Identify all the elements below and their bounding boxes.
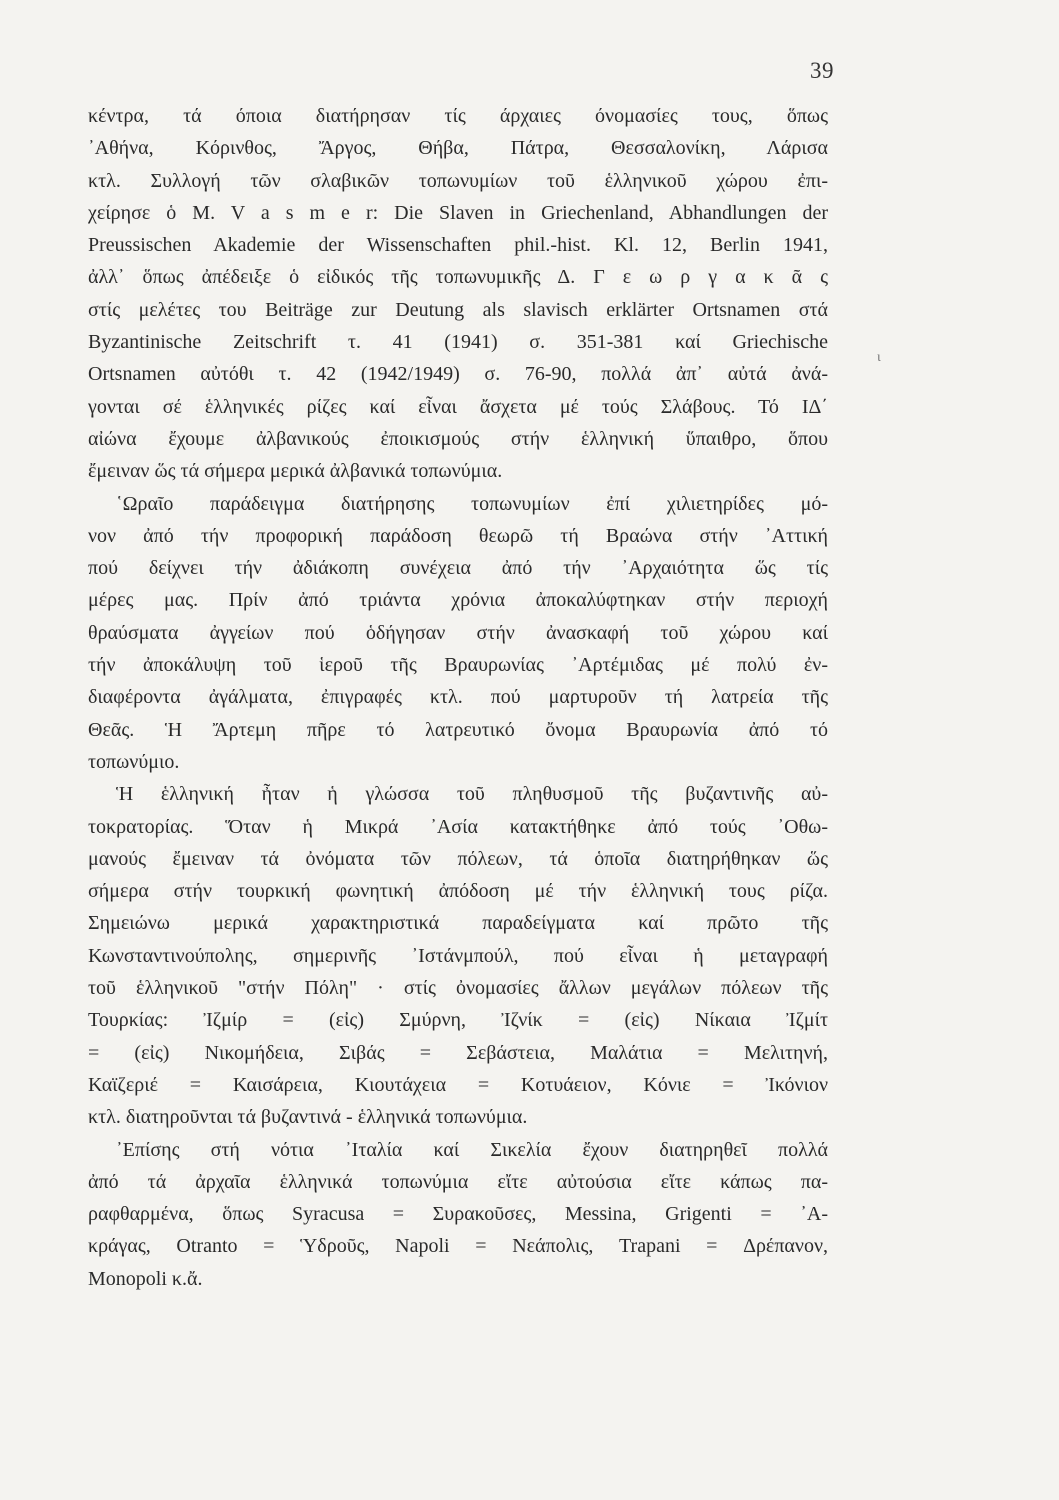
text-line: κτλ. διατηροῦνται τά βυζαντινά - ἑλληνικά τοπωνύμια. (88, 1106, 528, 1129)
text-line: πού δείχνει τήν ἀδιάκοπη συνέχεια ἀπό τήν ᾿Αρχαιότητα ὥς τίς (88, 557, 828, 580)
text-line: ραφθαρμένα, ὅπως Syracusa = Συρακοῦσες, Messina, Grigenti = ᾿Α- (88, 1203, 828, 1226)
text-line: Κωνσταντινούπολης, σημερινῆς ᾿Ιστάνμπούλ, πού εἶναι ἡ μεταγραφή (88, 944, 828, 967)
text-line: θραύσματα ἀγγείων πού ὁδήγησαν στήν ἀνασκαφή τοῦ χώρου καί (88, 621, 828, 644)
text-line: ῾Ωραῖο παράδειγμα διατήρησης τοπωνυμίων ἐπί χιλιετηρίδες μό- (116, 492, 828, 515)
text-line: διαφέροντα ἀγάλματα, ἐπιγραφές κτλ. πού μαρτυροῦν τή λατρεία τῆς (88, 686, 828, 709)
margin-mark: ι (877, 350, 881, 365)
text-line: νον ἀπό τήν προφορική παράδοση θεωρῶ τή Βραώνα στήν ᾿Αττική (88, 524, 828, 547)
text-line: Σημειώνω μερικά χαρακτηριστικά παραδείγματα καί πρῶτο τῆς (88, 912, 828, 935)
text-line: μανούς ἔμειναν τά ὀνόματα τῶν πόλεων, τά ὁποῖα διατηρήθηκαν ὥς (88, 847, 828, 870)
text-line: Byzantinische Zeitschrift τ. 41 (1941) σ. 351-381 καί Griechische (88, 331, 828, 354)
page-number: 39 (810, 58, 834, 83)
text-line: Monopoli κ.ἄ. (88, 1267, 203, 1290)
text-line: Preussischen Akademie der Wissenschaften phil.-hist. Kl. 12, Berlin 1941, (88, 234, 828, 257)
text-line: ᾿Αθήνα, Κόρινθος, Ἄργος, Θήβα, Πάτρα, Θεσσαλονίκη, Λάρισα (88, 137, 828, 160)
text-line: ἔμειναν ὥς τά σήμερα μερικά ἀλβανικά τοπωνύμια. (88, 460, 503, 483)
text-line: τοῦ ἑλληνικοῦ "στήν Πόλη" · στίς ὀνομασίες ἄλλων μεγάλων πόλεων τῆς (88, 977, 828, 1000)
paragraph-3 (88, 778, 828, 1133)
text-line: ἀπό τά ἀρχαῖα ἑλληνικά τοπωνύμια εἴτε αὐτούσια εἴτε κάπως πα- (88, 1170, 828, 1193)
text-line: κτλ. Συλλογή τῶν σλαβικῶν τοπωνυμίων τοῦ ἑλληνικοῦ χώρου ἐπι- (88, 169, 828, 192)
text-line: ᾿Επίσης στή νότια ᾿Ιταλία καί Σικελία ἔχουν διατηρηθεῖ πολλά (116, 1138, 828, 1161)
paragraph-2 (88, 488, 828, 779)
text-line: χείρησε ὁ M. V a s m e r: Die Slaven in Griechenland, Abhandlungen der (88, 201, 828, 224)
text-line: Καϊζεριέ = Καισάρεια, Κιουτάχεια = Κοτυάειον, Κόνιε = Ἰκόνιον (88, 1073, 828, 1096)
text-line: τοπωνύμιο. (88, 750, 180, 773)
text-line: ἀλλ᾿ ὅπως ἀπέδειξε ὁ εἰδικός τῆς τοπωνυμικῆς Δ. Γ ε ω ρ γ α κ ᾶ ς (88, 266, 828, 289)
text-line: Ortsnamen αὐτόθι τ. 42 (1942/1949) σ. 76-90, πολλά ἀπ᾿ αὐτά ἀνά- (88, 363, 828, 386)
text-line: μέρες μας. Πρίν ἀπό τριάντα χρόνια ἀποκαλύφτηκαν στήν περιοχή (88, 589, 828, 612)
body-text (88, 100, 828, 1295)
paragraph-1 (88, 100, 828, 488)
text-line: Θεᾶς. Ἡ Ἄρτεμη πῆρε τό λατρευτικό ὄνομα Βραυρωνία ἀπό τό (88, 718, 828, 741)
paragraph-4 (88, 1134, 828, 1295)
text-line: Τουρκίας: Ἰζμίρ = (εἰς) Σμύρνη, Ἰζνίκ = (εἰς) Νίκαια Ἰζμίτ (88, 1009, 828, 1032)
text-line: Ἡ ἑλληνική ἦταν ἡ γλώσσα τοῦ πληθυσμοῦ τῆς βυζαντινῆς αὐ- (116, 783, 828, 806)
text-line: κράγας, Otranto = Ὑδροῦς, Napoli = Νεάπολις, Trapani = Δρέπανον, (88, 1235, 828, 1258)
text-line: στίς μελέτες του Beiträge zur Deutung als slavisch erklärter Ortsnamen στά (88, 298, 828, 321)
text-line: σήμερα στήν τουρκική φωνητική ἀπόδοση μέ τήν ἑλληνική τους ρίζα. (88, 880, 828, 903)
text-line: = (εἰς) Νικομήδεια, Σιβάς = Σεβάστεια, Μαλάτια = Μελιτηνή, (88, 1041, 828, 1064)
text-line: κέντρα, τά όποια διατήρησαν τίς άρχαιες όνομασίες τους, ὅπως (88, 105, 828, 127)
text-line: αἰώνα ἔχουμε ἀλβανικούς ἐποικισμούς στήν ἑλληνική ὕπαιθρο, ὅπου (88, 427, 828, 450)
text-line: τήν ἀποκάλυψη τοῦ ἱεροῦ τῆς Βραυρωνίας ᾿Αρτέμιδας μέ πολύ ἐν- (88, 654, 828, 677)
text-line: γονται σέ ἑλληνικές ρίζες καί εἶναι ἄσχετα μέ τούς Σλάβους. Τό ΙΔ΄ (88, 395, 828, 418)
text-line: τοκρατορίας. Ὅταν ἡ Μικρά ᾿Ασία κατακτήθηκε ἀπό τούς ᾿Οθω- (88, 815, 828, 838)
